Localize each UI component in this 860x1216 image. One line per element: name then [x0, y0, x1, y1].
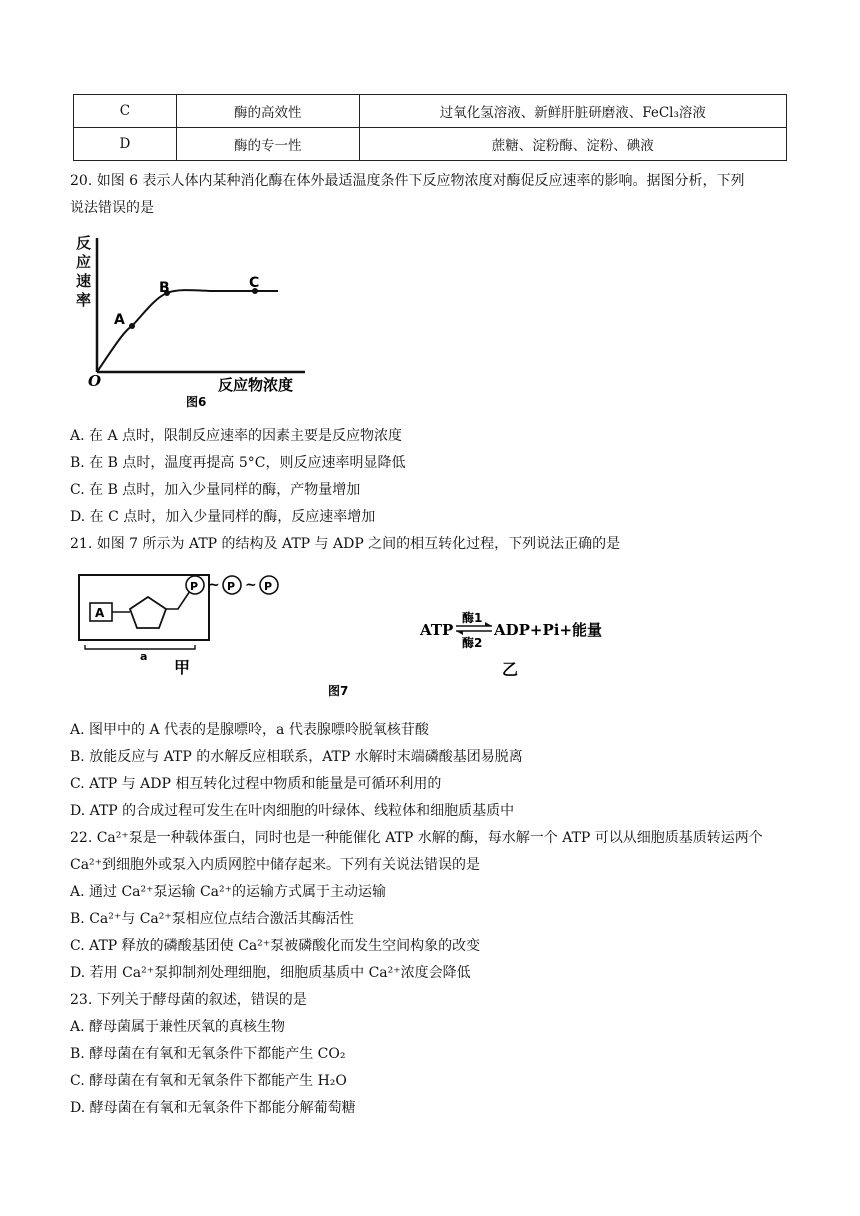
q22-option-c: C. ATP 释放的磷酸基团使 Ca²⁺泵被磷酸化而发生空间构象的改变 [70, 938, 481, 954]
q22-stem-line2: Ca²⁺到细胞外或泵入内质网腔中储存起来。下列有关说法错误的是 [70, 857, 481, 873]
q20-option-a: A. 在 A 点时，限制反应速率的因素主要是反应物浓度 [70, 428, 403, 444]
q21-option-c: C. ATP 与 ADP 相互转化过程中物质和能量是可循环利用的 [70, 776, 442, 792]
ylabel-char: 速 [76, 272, 92, 290]
phosphate-link [166, 591, 190, 609]
bracket-a-label: a [140, 650, 148, 663]
point-a-marker [129, 323, 135, 329]
q20-option-d: D. 在 C 点时，加入少量同样的酶，反应速率增加 [70, 509, 376, 525]
table-row [74, 128, 787, 161]
q22-stem-line1: 22. Ca²⁺泵是一种载体蛋白，同时也是一种能催化 ATP 水解的酶，每水解一个 ATP 可以从细胞质基质转运两个 [70, 830, 763, 846]
phosphate-label-3: P [264, 580, 273, 593]
figure-7-left-caption: 甲 [174, 658, 191, 677]
q22-option-a: A. 通过 Ca²⁺泵运输 Ca²⁺的运输方式属于主动运输 [70, 884, 387, 900]
q23-option-d: D. 酵母菌在有氧和无氧条件下都能分解葡萄糖 [70, 1100, 356, 1116]
ribose-ring [130, 597, 166, 628]
row-property: 酶的高效性 [176, 95, 359, 128]
experiment-table [73, 94, 787, 161]
point-a-label: A [114, 312, 125, 328]
q20-option-b: B. 在 B 点时，温度再提高 5°C，则反应速率明显降低 [70, 455, 406, 471]
row-label: C [74, 95, 177, 128]
reverse-arrow-head [456, 631, 463, 635]
q21-option-d: D. ATP 的合成过程可发生在叶肉细胞的叶绿体、线粒体和细胞质基质中 [70, 803, 515, 819]
row-label: D [74, 128, 177, 161]
ylabel-char: 反 [76, 234, 92, 252]
q23-option-c: C. 酵母菌在有氧和无氧条件下都能产生 H₂O [70, 1073, 347, 1089]
rate-curve [97, 290, 278, 372]
q21-stem: 21. 如图 7 所示为 ATP 的结构及 ATP 与 ADP 之间的相互转化过程，下列说法正确的是 [70, 536, 621, 552]
point-b-label: B [159, 280, 170, 296]
figure-7-caption: 图7 [328, 684, 349, 698]
row-property: 酶的专一性 [176, 128, 359, 161]
adenine-label: A [95, 606, 105, 620]
q23-stem: 23. 下列关于酵母菌的叙述，错误的是 [70, 992, 307, 1008]
q23-option-a: A. 酵母菌属于兼性厌氧的真核生物 [70, 1019, 286, 1035]
forward-arrow-head [485, 622, 492, 626]
ylabel-char: 应 [76, 253, 92, 271]
high-energy-bond-1: ~ [208, 577, 220, 593]
q20-stem-line1: 20. 如图 6 表示人体内某种消化酶在体外最适温度条件下反应物浓度对酶促反应速率的影响。据图分析，下列 [70, 173, 745, 189]
figure-7-atp [70, 565, 630, 705]
q22-option-d: D. 若用 Ca²⁺泵抑制剂处理细胞，细胞质基质中 Ca²⁺浓度会降低 [70, 965, 471, 981]
ylabel-char: 率 [76, 291, 92, 309]
enzyme-1-label: 酶1 [462, 611, 483, 625]
table-row [74, 95, 787, 128]
q21-option-a: A. 图甲中的 A 代表的是腺嘌呤，a 代表腺嘌呤脱氧核苷酸 [70, 722, 429, 738]
origin-label: O [88, 372, 102, 390]
figure-7-right-caption: 乙 [502, 660, 519, 679]
phosphate-label-2: P [227, 580, 236, 593]
row-materials: 过氧化氢溶液、新鲜肝脏研磨液、FeCl₃溶液 [359, 95, 786, 128]
figure-6-rate-curve [70, 230, 310, 415]
figure-6-caption: 图6 [186, 395, 207, 409]
phosphate-label-1: P [190, 580, 199, 593]
q21-option-b: B. 放能反应与 ATP 的水解反应相联系，ATP 水解时末端磷酸基团易脱离 [70, 749, 523, 765]
q20-stem-line2: 说法错误的是 [70, 200, 154, 216]
point-c-label: C [249, 275, 260, 291]
eq-products: ADP+Pi+能量 [494, 621, 603, 639]
x-axis-label: 反应物浓度 [218, 376, 294, 394]
eq-atp: ATP [420, 621, 454, 639]
row-materials: 蔗糖、淀粉酶、淀粉、碘液 [359, 128, 786, 161]
q23-option-b: B. 酵母菌在有氧和无氧条件下都能产生 CO₂ [70, 1046, 346, 1062]
bracket-a [85, 645, 195, 649]
enzyme-2-label: 酶2 [462, 636, 483, 650]
high-energy-bond-2: ~ [245, 577, 257, 593]
q22-option-b: B. Ca²⁺与 Ca²⁺泵相应位点结合激活其酶活性 [70, 911, 354, 927]
q20-option-c: C. 在 B 点时，加入少量同样的酶，产物量增加 [70, 482, 361, 498]
